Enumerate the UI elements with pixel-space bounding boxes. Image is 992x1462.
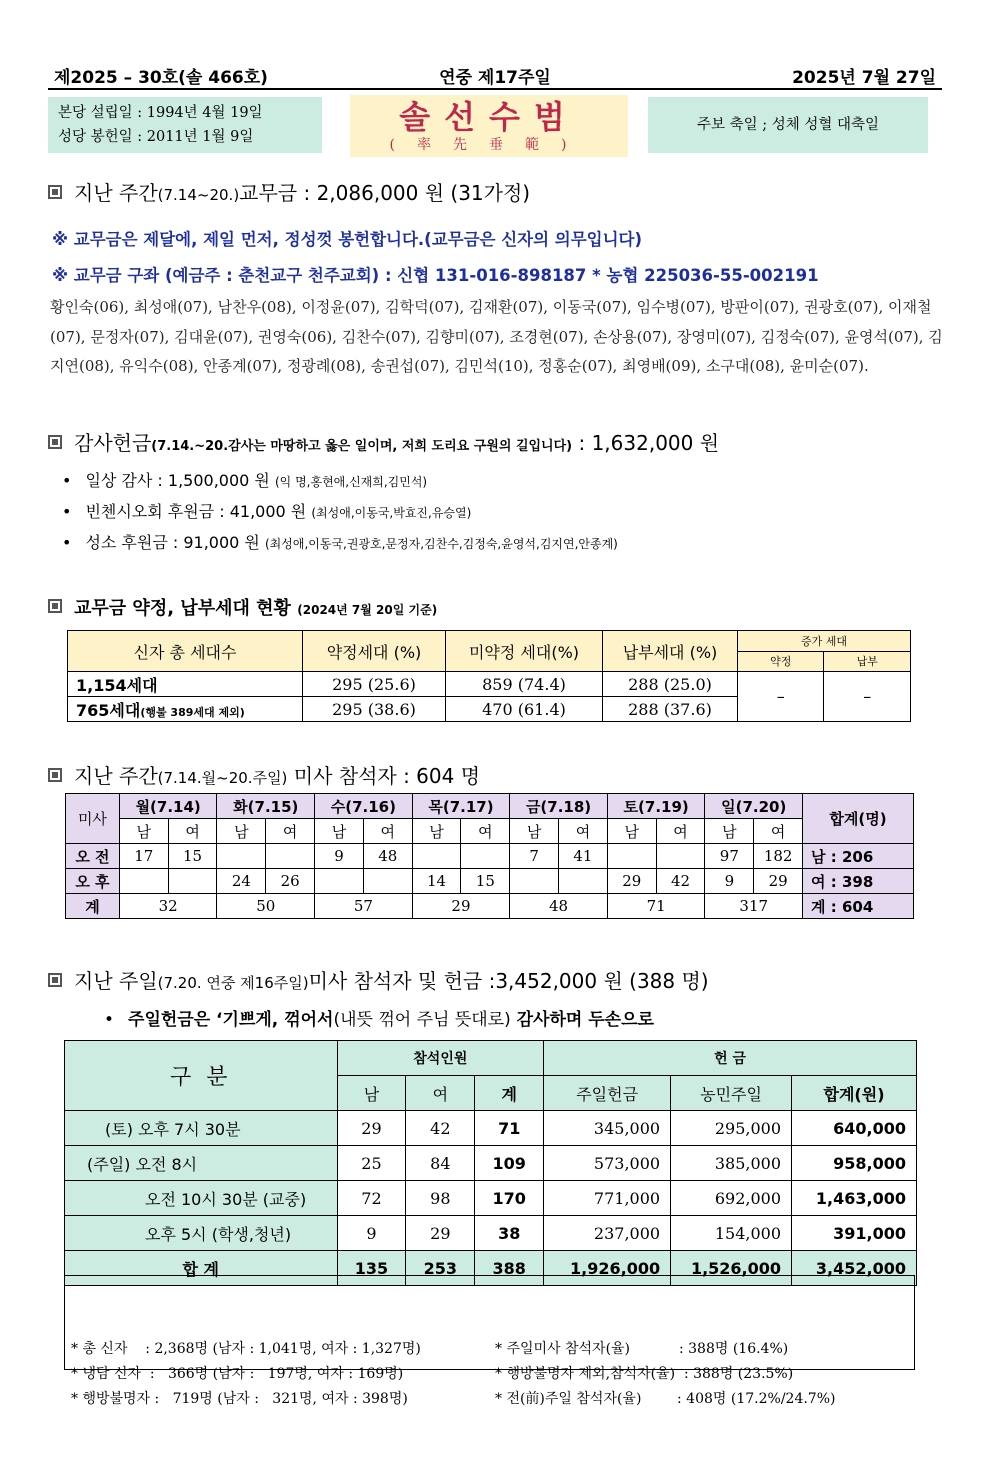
motto-box	[350, 95, 628, 157]
gender-header: 여	[266, 819, 315, 844]
gender-header: 여	[754, 819, 803, 844]
thanks-list	[62, 465, 618, 558]
motto-title: 솔선수범	[399, 98, 579, 136]
row-label: 계	[66, 894, 120, 919]
gender-header: 남	[510, 819, 559, 844]
count-cell	[315, 869, 364, 894]
motto-hanja: (率先垂範)	[389, 137, 589, 153]
day-sum-cell: 57	[315, 894, 413, 919]
thanks-heading: 감사헌금(7.14.~20.감사는 마땅하고 옳은 일이며, 저희 도리요 구원의 길입니다) : 1,632,000 원	[48, 427, 719, 456]
day-sum-cell: 71	[607, 894, 705, 919]
day-sum-cell: 32	[119, 894, 217, 919]
count-cell: 97	[705, 844, 754, 869]
gender-header: 여	[656, 819, 705, 844]
header-cell: 계	[475, 1076, 544, 1111]
header-cell: 납부세대 (%)	[603, 631, 738, 672]
gender-header: 여	[559, 819, 608, 844]
count-cell	[168, 869, 217, 894]
mass-attendance-table	[65, 793, 914, 919]
gender-header: 남	[705, 819, 754, 844]
header-cell: 수(7.16)	[315, 794, 413, 819]
square-bullet-icon	[48, 435, 62, 449]
square-bullet-icon	[48, 768, 62, 782]
sunday-mass-table	[64, 1040, 917, 1286]
header-cell: 농민주일	[671, 1076, 792, 1111]
total-row: 합 계 135 253 388 1,926,000 1,526,000 3,452,000	[65, 1251, 917, 1286]
header-cell: 헌 금	[544, 1041, 917, 1076]
square-bullet-icon	[48, 185, 62, 199]
count-cell: 17	[119, 844, 168, 869]
issue-number: 제2025 – 30호(솔 466호)	[54, 68, 268, 88]
day-sum-cell: 29	[412, 894, 510, 919]
patron-feast: 주보 축일 ; 성체 성혈 대축일	[648, 97, 928, 153]
gender-header: 여	[168, 819, 217, 844]
gender-header: 남	[315, 819, 364, 844]
count-cell	[412, 844, 461, 869]
count-cell: 42	[656, 869, 705, 894]
count-cell	[656, 844, 705, 869]
mass-heading: 지난 주간(7.14.월~20.주일) 미사 참석자 : 604 명	[48, 760, 480, 789]
row-label: 오 전	[66, 844, 120, 869]
count-cell: 9	[315, 844, 364, 869]
count-cell	[510, 869, 559, 894]
table-row: 765세대(행불 389세대 제외) 295 (38.6) 470 (61.4) 288 (37.6)	[68, 697, 911, 722]
header-cell: 납부	[824, 651, 911, 672]
total-cell: 계 : 604	[803, 894, 914, 919]
count-cell: 15	[461, 869, 510, 894]
header-cell: 약정	[738, 651, 824, 672]
count-cell	[217, 844, 266, 869]
pledge-table	[67, 630, 911, 722]
header-cell: 남	[337, 1076, 406, 1111]
count-cell	[559, 869, 608, 894]
count-cell: 29	[754, 869, 803, 894]
pledge-heading: 교무금 약정, 납부세대 현황 (2024년 7월 20일 기준)	[48, 594, 437, 620]
dues-contributors: 황인숙(06), 최성애(07), 남찬우(08), 이정윤(07), 김학덕(07), 김재환(07), 이동국(07), 임수병(07), 방판이(07), 권광호(07), 이재철(07), 문정자(07), 김대윤(07), 권영숙(06), 김찬수(07), 김향미(07), 조경현(07), 손상용(07), 장영미(07), 김정숙(07), 윤영석(07), 김지연(08), 유익수(08), 안종계(07), 정광례(08), 송권섭(07), 김민석(10), 정홍순(07), 최영배(09), 소구대(08), 윤미순(07).	[50, 298, 943, 375]
header-cell: 미약정 세대(%)	[446, 631, 603, 672]
gender-header: 남	[412, 819, 461, 844]
count-cell: 24	[217, 869, 266, 894]
header-cell: 합계(원)	[792, 1076, 917, 1111]
count-cell	[363, 869, 412, 894]
header-cell: 목(7.17)	[412, 794, 510, 819]
day-sum-cell: 50	[217, 894, 315, 919]
table-row: (주일) 오전 8시 25 84 109 573,000 385,000 958,000	[65, 1146, 917, 1181]
count-cell: 7	[510, 844, 559, 869]
dues-account: ※ 교무금 구좌 (예금주 : 춘천교구 천주교회) : 신협 131-016-898187 * 농협 225036-55-002191	[52, 266, 819, 285]
gender-header: 남	[119, 819, 168, 844]
header-cell: 증가 세대	[738, 631, 911, 652]
header-cell: 여	[406, 1076, 475, 1111]
dedication-date: 성당 봉헌일 : 2011년 1월 9일	[58, 129, 254, 145]
gender-header: 여	[461, 819, 510, 844]
header-cell: 합계(명)	[803, 794, 914, 844]
count-cell: 26	[266, 869, 315, 894]
header-cell: 화(7.15)	[217, 794, 315, 819]
count-cell	[266, 844, 315, 869]
total-cell: 여 : 398	[803, 869, 914, 894]
header-cell: 주일헌금	[544, 1076, 671, 1111]
square-bullet-icon	[48, 599, 62, 613]
header-cell: 월(7.14)	[119, 794, 217, 819]
day-sum-cell: 48	[510, 894, 608, 919]
table-row: 1,154세대 295 (25.6) 859 (74.4) 288 (25.0) – –	[68, 672, 911, 697]
count-cell	[607, 844, 656, 869]
row-label: 오 후	[66, 869, 120, 894]
gender-header: 남	[607, 819, 656, 844]
count-cell: 14	[412, 869, 461, 894]
notes-left: * 총 신자 : 2,368명 (남자 : 1,041명, 여자 : 1,327명) * 냉담 신자 : 366명 (남자 : 197명, 여자 : 169명) * 행방불명자 : 719명 (남자 : 321명, 여자 : 398명)	[71, 1341, 421, 1407]
square-bullet-icon	[48, 973, 62, 987]
sunday-heading: 지난 주일(7.20. 연중 제16주일)미사 참석자 및 헌금 :3,452,000 원 (388 명)	[48, 965, 709, 994]
header-cell: 약정세대 (%)	[303, 631, 446, 672]
count-cell: 9	[705, 869, 754, 894]
day-sum-cell: 317	[705, 894, 803, 919]
offering-bullet: • 주일헌금은 ‘기쁘게, 꺾어서(내뜻 꺾어 주님 뜻대로) 감사하며 두손으로	[104, 1010, 654, 1030]
table-row: 오후 5시 (학생,청년) 9 29 38 237,000 154,000 391,000	[65, 1216, 917, 1251]
bulletin-date: 2025년 7월 27일	[792, 68, 936, 88]
gender-header: 여	[363, 819, 412, 844]
header-cell: 토(7.19)	[607, 794, 705, 819]
list-item: • 일상 감사 : 1,500,000 원 (익 명,홍현애,신재희,김민석)	[62, 465, 618, 496]
count-cell: 29	[607, 869, 656, 894]
gender-header: 남	[217, 819, 266, 844]
bulletin-header	[48, 58, 942, 90]
header-cell: 미사	[66, 794, 120, 844]
header-cell: 일(7.20)	[705, 794, 803, 819]
count-cell	[119, 869, 168, 894]
dues-note: ※ 교무금은 제달에, 제일 먼저, 정성껏 봉헌합니다.(교무금은 신자의 의무입니다)	[52, 230, 642, 249]
founding-date: 본당 설립일 : 1994년 4월 19일	[58, 105, 263, 121]
count-cell: 182	[754, 844, 803, 869]
header-cell: 금(7.18)	[510, 794, 608, 819]
header-cell: 참석인원	[337, 1041, 544, 1076]
membership-notes	[64, 1275, 915, 1407]
parish-info	[48, 97, 322, 153]
count-cell: 15	[168, 844, 217, 869]
table-row: 오전 10시 30분 (교중) 72 98 170 771,000 692,000 1,463,000	[65, 1181, 917, 1216]
list-item: • 빈첸시오회 후원금 : 41,000 원 (최성애,이동국,박효진,유승열)	[62, 496, 618, 527]
list-item: • 성소 후원금 : 91,000 원 (최성애,이동국,권광호,문정자,김찬수,김정숙,윤영석,김지연,안종계)	[62, 527, 618, 558]
dues-heading: 지난 주간(7.14~20.)교무금 : 2,086,000 원 (31가정)	[48, 177, 530, 206]
table-row: (토) 오후 7시 30분 29 42 71 345,000 295,000 640,000	[65, 1111, 917, 1146]
count-cell: 41	[559, 844, 608, 869]
notes-right: * 주일미사 참석자(율) : 388명 (16.4%) * 행방불명자 제외,참석자(율) : 388명 (23.5%) * 전(前)주일 참석자(율) : 408명 (17.2%/24.7%)	[495, 1341, 836, 1407]
count-cell: 48	[363, 844, 412, 869]
header-cell: 신자 총 세대수	[68, 631, 303, 672]
liturgical-week: 연중 제17주일	[439, 68, 551, 88]
header-cell: 구 분	[65, 1041, 338, 1111]
count-cell	[461, 844, 510, 869]
total-cell: 남 : 206	[803, 844, 914, 869]
